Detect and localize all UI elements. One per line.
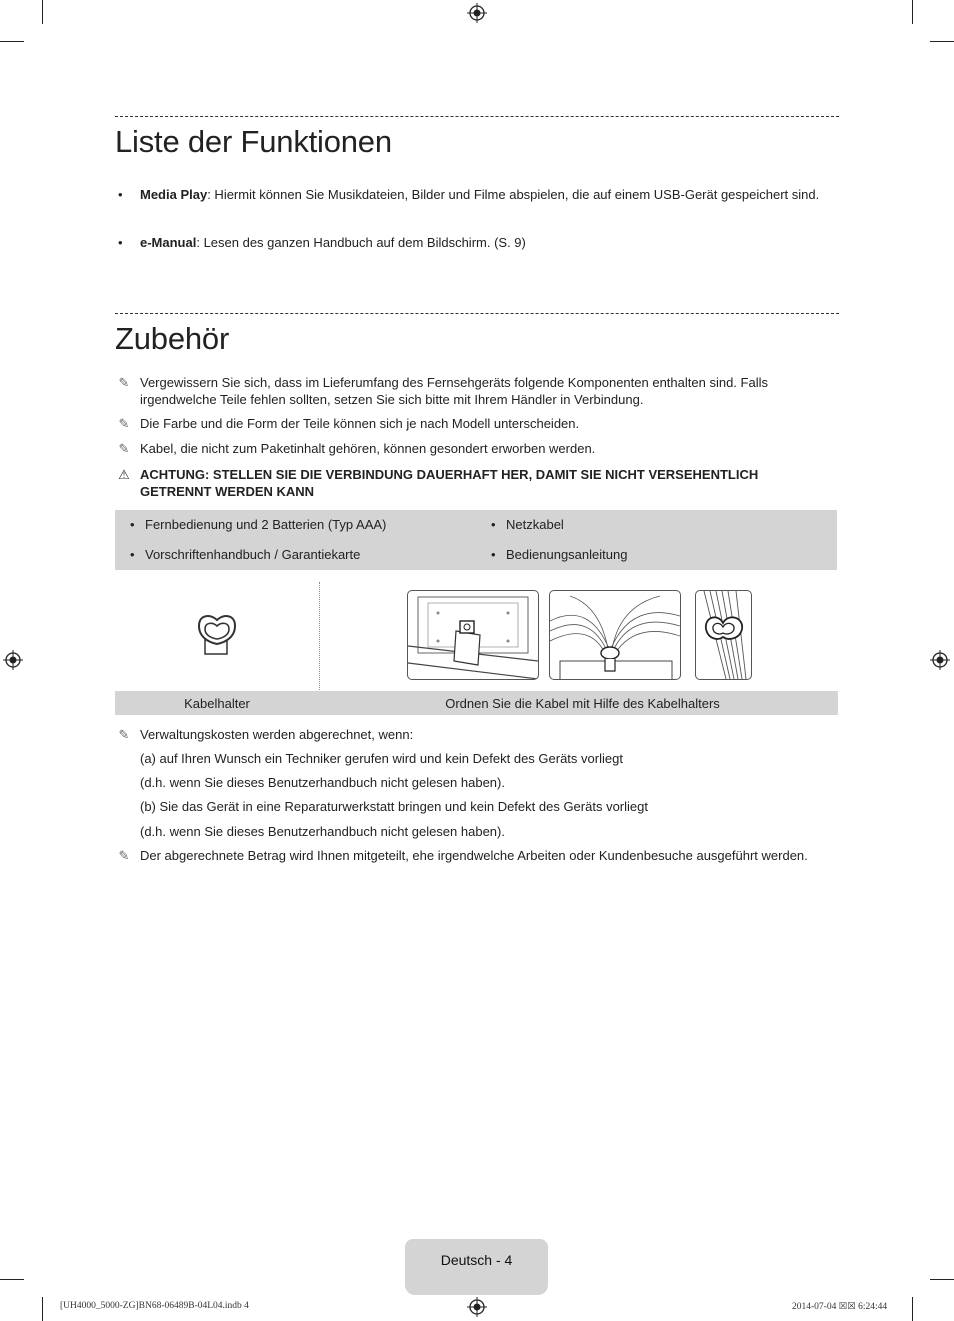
section-divider: [115, 116, 839, 117]
pencil-note-icon: ✎: [118, 727, 130, 742]
accessory-item: • Netzkabel: [506, 517, 564, 532]
crop-mark: [0, 1279, 24, 1280]
accessory-item: • Vorschriftenhandbuch / Garantiekarte: [145, 547, 360, 562]
print-file-info: [UH4000_5000-ZG]BN68-06489B-04L04.indb 4: [60, 1301, 249, 1311]
warning-item: [118, 467, 830, 500]
caption-arrange-cables: Ordnen Sie die Kabel mit Hilfe des Kabelhalters: [445, 696, 720, 711]
pencil-note-icon: ✎: [118, 441, 130, 456]
caption-cable-holder: Kabelhalter: [184, 696, 250, 711]
crop-mark: [42, 1297, 43, 1321]
crop-mark: [930, 1279, 954, 1280]
note-item: [118, 416, 830, 433]
fee-condition: (b) Sie das Gerät in eine Reparaturwerkstatt bringen und kein Defekt des Geräts vorliegt: [140, 799, 648, 814]
note-text: Vergewissern Sie sich, dass im Lieferumfang des Fernsehgeräts folgende Komponenten enthalten sind. Falls irgendwelche Teile fehlen sollten, setzen Sie sich bitte mit Ihrem Händler in Verbindung.: [140, 375, 768, 407]
section-divider: [115, 313, 839, 314]
crop-mark: [912, 1297, 913, 1321]
list-item: [140, 235, 830, 251]
fee-condition: (d.h. wenn Sie dieses Benutzerhandbuch nicht gelesen haben).: [140, 824, 505, 839]
note-text: Verwaltungskosten werden abgerechnet, wenn:: [140, 727, 414, 742]
note-item: [118, 441, 830, 458]
registration-mark-icon: [3, 650, 23, 670]
list-item: [140, 187, 830, 203]
warning-text: ACHTUNG: STELLEN SIE DIE VERBINDUNG DAUERHAFT HER, DAMIT SIE NICHT VERSEHENTLICH GETRENNT WERDEN KANN: [140, 467, 759, 499]
crop-mark: [42, 0, 43, 24]
pencil-note-icon: ✎: [118, 416, 130, 431]
crop-mark: [0, 41, 24, 42]
note-text: Der abgerechnete Betrag wird Ihnen mitgeteilt, ehe irgendwelche Arbeiten oder Kundenbesuche ausgeführt werden.: [140, 848, 808, 863]
pencil-note-icon: ✎: [118, 375, 130, 390]
item-text: : Lesen des ganzen Handbuch auf dem Bildschirm. (S. 9): [196, 235, 526, 250]
pencil-note-icon: ✎: [118, 848, 130, 863]
cable-holder-illustration: [193, 612, 241, 658]
section-title-zubehoer: Zubehör: [115, 321, 230, 356]
crop-mark: [930, 41, 954, 42]
note-item: [118, 375, 830, 408]
cables-bundled-illustration: [549, 590, 681, 680]
registration-mark-icon: [467, 1297, 487, 1317]
registration-mark-icon: [930, 650, 950, 670]
item-term: e-Manual: [140, 235, 197, 250]
item-term: Media Play: [140, 187, 208, 202]
page-number: Deutsch - 4: [440, 1252, 513, 1268]
note-item: [118, 848, 830, 865]
fee-condition: (a) auf Ihren Wunsch ein Techniker gerufen wird und kein Defekt des Geräts vorliegt: [140, 751, 623, 766]
fee-condition: (d.h. wenn Sie dieses Benutzerhandbuch nicht gelesen haben).: [140, 775, 505, 790]
accessory-item: • Fernbedienung und 2 Batterien (Typ AAA): [145, 517, 386, 532]
illustration-separator: [319, 582, 320, 690]
print-timestamp: 2014-07-04 ☒☒ 6:24:44: [792, 1302, 888, 1312]
registration-mark-icon: [467, 3, 487, 23]
warning-triangle-icon: ⚠: [118, 467, 130, 482]
accessory-item: • Bedienungsanleitung: [506, 547, 627, 562]
note-text: Kabel, die nicht zum Paketinhalt gehören, können gesondert erworben werden.: [140, 441, 596, 456]
cable-clip-detail-illustration: [695, 590, 752, 680]
item-text: : Hiermit können Sie Musikdateien, Bilder und Filme abspielen, die auf einem USB-Gerät gespeichert sind.: [207, 187, 820, 202]
crop-mark: [912, 0, 913, 24]
tv-stand-illustration: [407, 590, 539, 680]
section-title-funktionen: Liste der Funktionen: [115, 124, 392, 159]
note-text: Die Farbe und die Form der Teile können sich je nach Modell unterscheiden.: [140, 416, 580, 431]
note-item: [118, 727, 830, 744]
